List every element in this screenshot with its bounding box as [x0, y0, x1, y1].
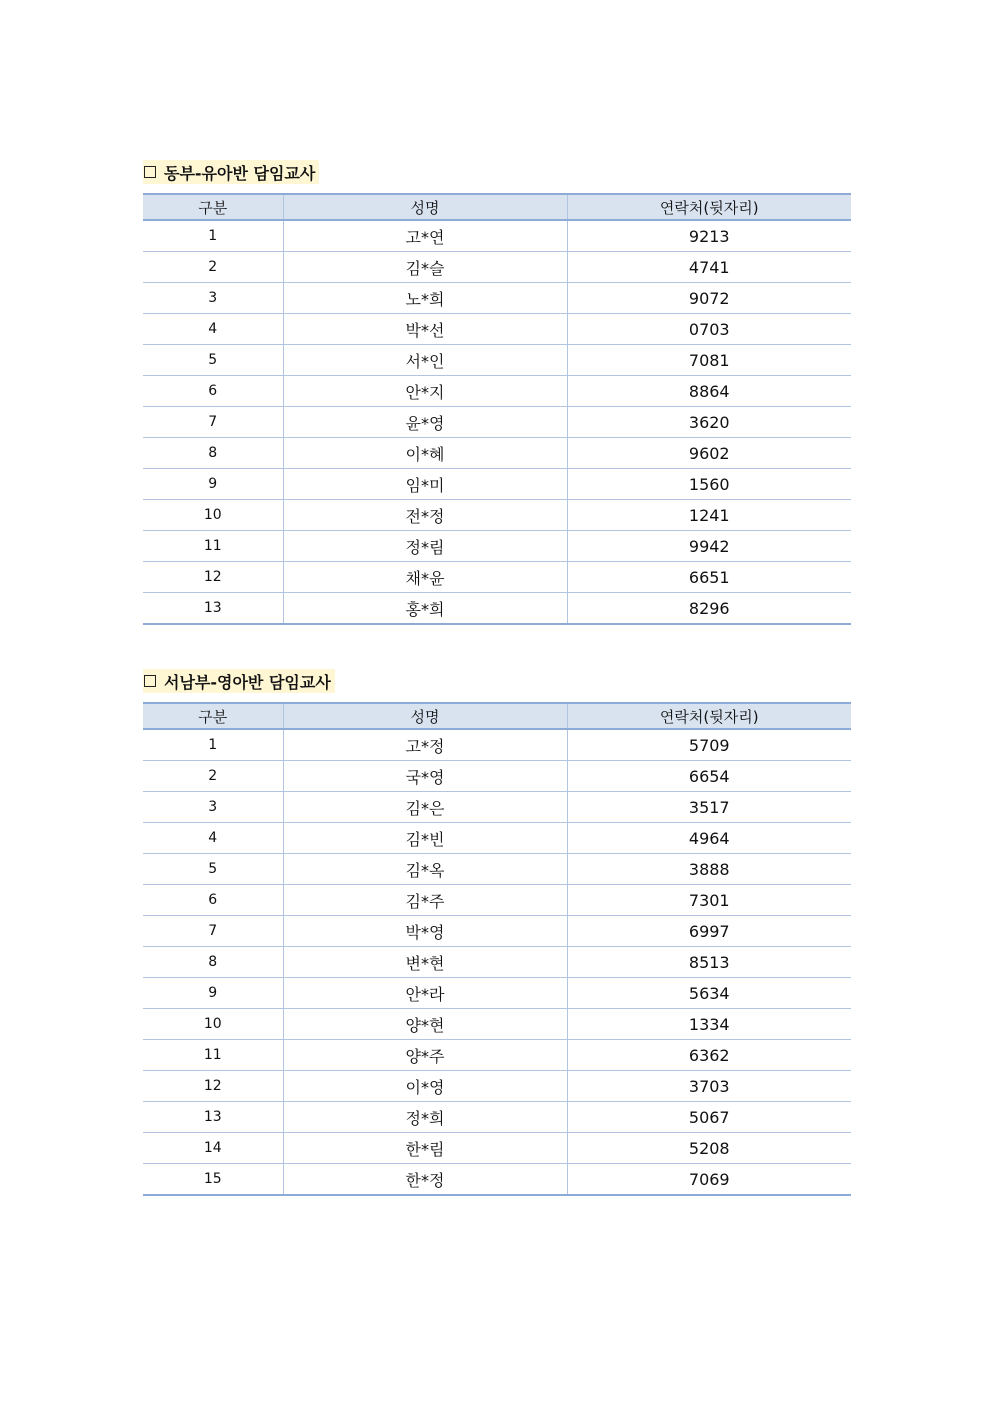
cell-name: 정*림	[283, 531, 567, 562]
cell-number: 13	[143, 593, 283, 625]
cell-name: 김*주	[283, 885, 567, 916]
cell-name: 김*은	[283, 792, 567, 823]
teacher-table	[143, 702, 851, 1196]
table-row	[143, 761, 851, 792]
cell-name: 노*희	[283, 283, 567, 314]
cell-name: 고*정	[283, 729, 567, 761]
cell-contact: 8296	[567, 593, 851, 625]
table-row	[143, 593, 851, 625]
header-category: 구분	[198, 198, 228, 217]
cell-name: 김*슬	[283, 252, 567, 283]
table-row	[143, 1040, 851, 1071]
table-row	[143, 947, 851, 978]
cell-number: 8	[143, 947, 283, 978]
section-southwest-toddler	[143, 669, 851, 1196]
section-title-text: 동부-유아반 담임교사	[164, 163, 316, 183]
table-row	[143, 252, 851, 283]
cell-contact: 6362	[567, 1040, 851, 1071]
cell-contact: 7301	[567, 885, 851, 916]
cell-contact: 5634	[567, 978, 851, 1009]
cell-name: 김*빈	[283, 823, 567, 854]
cell-number: 1	[143, 220, 283, 252]
table-row	[143, 531, 851, 562]
cell-number: 10	[143, 1009, 283, 1040]
cell-name: 전*정	[283, 500, 567, 531]
table-row	[143, 885, 851, 916]
cell-contact: 6997	[567, 916, 851, 947]
cell-contact: 8864	[567, 376, 851, 407]
cell-number: 12	[143, 562, 283, 593]
cell-number: 5	[143, 345, 283, 376]
cell-contact: 3620	[567, 407, 851, 438]
header-contact: 연락처(뒷자리)	[567, 194, 851, 220]
table-row	[143, 978, 851, 1009]
section-title-text: 서남부-영아반 담임교사	[164, 672, 331, 692]
table-row	[143, 500, 851, 531]
cell-number: 10	[143, 500, 283, 531]
cell-name: 이*영	[283, 1071, 567, 1102]
section-title	[143, 669, 335, 693]
cell-contact: 4964	[567, 823, 851, 854]
section-title	[143, 160, 319, 184]
cell-name: 변*현	[283, 947, 567, 978]
cell-number: 5	[143, 854, 283, 885]
cell-number: 6	[143, 885, 283, 916]
cell-contact: 5067	[567, 1102, 851, 1133]
cell-name: 고*연	[283, 220, 567, 252]
cell-name: 서*인	[283, 345, 567, 376]
cell-name: 안*라	[283, 978, 567, 1009]
section-east-infant	[143, 160, 851, 625]
table-row	[143, 1164, 851, 1196]
table-row	[143, 916, 851, 947]
cell-number: 4	[143, 823, 283, 854]
cell-contact: 3888	[567, 854, 851, 885]
cell-contact: 7069	[567, 1164, 851, 1196]
cell-contact: 4741	[567, 252, 851, 283]
cell-name: 홍*희	[283, 593, 567, 625]
cell-name: 한*정	[283, 1164, 567, 1196]
cell-number: 2	[143, 252, 283, 283]
cell-number: 3	[143, 283, 283, 314]
cell-contact: 1241	[567, 500, 851, 531]
cell-contact: 6654	[567, 761, 851, 792]
cell-number: 9	[143, 978, 283, 1009]
cell-number: 15	[143, 1164, 283, 1196]
teacher-table	[143, 193, 851, 625]
cell-contact: 1560	[567, 469, 851, 500]
cell-contact: 9213	[567, 220, 851, 252]
cell-contact: 1334	[567, 1009, 851, 1040]
cell-name: 정*희	[283, 1102, 567, 1133]
cell-number: 14	[143, 1133, 283, 1164]
table-row	[143, 854, 851, 885]
cell-name: 임*미	[283, 469, 567, 500]
cell-number: 7	[143, 407, 283, 438]
table-header-row	[143, 703, 851, 729]
cell-number: 1	[143, 729, 283, 761]
cell-contact: 5709	[567, 729, 851, 761]
cell-number: 8	[143, 438, 283, 469]
table-row	[143, 438, 851, 469]
cell-name: 국*영	[283, 761, 567, 792]
cell-contact: 5208	[567, 1133, 851, 1164]
cell-contact: 7081	[567, 345, 851, 376]
cell-number: 4	[143, 314, 283, 345]
table-row	[143, 220, 851, 252]
cell-name: 박*영	[283, 916, 567, 947]
cell-name: 안*지	[283, 376, 567, 407]
table-row	[143, 314, 851, 345]
cell-contact: 9942	[567, 531, 851, 562]
table-row	[143, 1102, 851, 1133]
checkbox-icon	[144, 675, 156, 687]
header-name: 성명	[283, 703, 567, 729]
cell-contact: 3703	[567, 1071, 851, 1102]
cell-name: 박*선	[283, 314, 567, 345]
checkbox-icon	[144, 166, 156, 178]
table-row	[143, 1071, 851, 1102]
header-name: 성명	[283, 194, 567, 220]
table-row	[143, 283, 851, 314]
cell-name: 윤*영	[283, 407, 567, 438]
cell-name: 양*주	[283, 1040, 567, 1071]
cell-number: 3	[143, 792, 283, 823]
cell-name: 채*윤	[283, 562, 567, 593]
cell-contact: 6651	[567, 562, 851, 593]
cell-name: 이*혜	[283, 438, 567, 469]
table-row	[143, 823, 851, 854]
cell-number: 2	[143, 761, 283, 792]
table-row	[143, 1009, 851, 1040]
cell-number: 12	[143, 1071, 283, 1102]
table-row	[143, 729, 851, 761]
header-category: 구분	[198, 707, 228, 726]
header-contact: 연락처(뒷자리)	[567, 703, 851, 729]
cell-name: 한*림	[283, 1133, 567, 1164]
table-row	[143, 469, 851, 500]
table-row	[143, 376, 851, 407]
cell-name: 양*현	[283, 1009, 567, 1040]
cell-contact: 8513	[567, 947, 851, 978]
table-row	[143, 792, 851, 823]
table-row	[143, 1133, 851, 1164]
cell-number: 6	[143, 376, 283, 407]
cell-contact: 9602	[567, 438, 851, 469]
cell-contact: 0703	[567, 314, 851, 345]
table-header-row	[143, 194, 851, 220]
cell-number: 9	[143, 469, 283, 500]
cell-contact: 3517	[567, 792, 851, 823]
cell-name: 김*옥	[283, 854, 567, 885]
table-row	[143, 345, 851, 376]
table-row	[143, 562, 851, 593]
cell-number: 11	[143, 1040, 283, 1071]
cell-number: 13	[143, 1102, 283, 1133]
cell-contact: 9072	[567, 283, 851, 314]
cell-number: 11	[143, 531, 283, 562]
cell-number: 7	[143, 916, 283, 947]
table-row	[143, 407, 851, 438]
